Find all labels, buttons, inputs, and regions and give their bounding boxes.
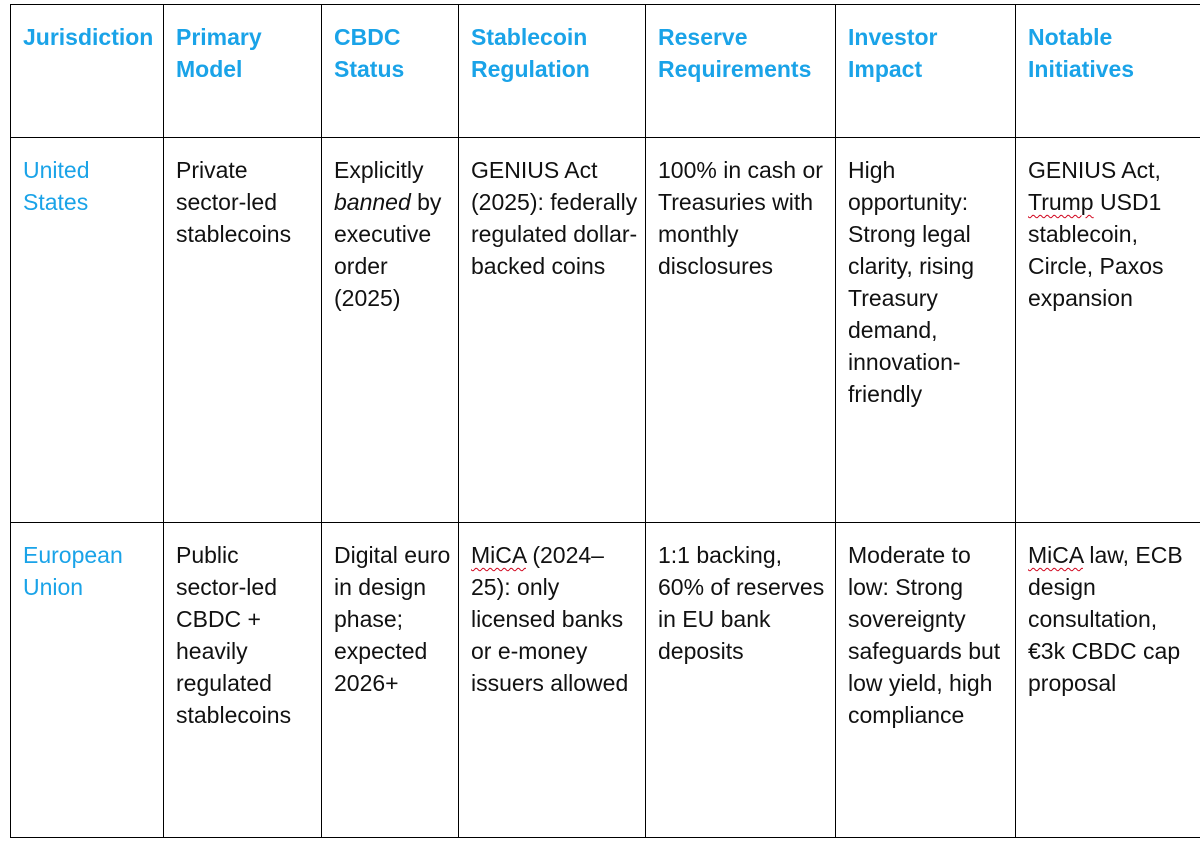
cell-jurisdiction: United States [11, 138, 164, 523]
cell-cbdc-status: Digital euro in design phase; expected 2026+ [322, 523, 459, 838]
header-cbdc-status: CBDC Status [322, 5, 459, 138]
notable-text: GENIUS Act, [1028, 157, 1161, 183]
cbdc-status-text-rest: by executive order (2025) [334, 189, 442, 311]
cell-primary-model: Public sector-led CBDC + heavily regulated stablecoins [164, 523, 322, 838]
header-investor-impact: Investor Impact [836, 5, 1016, 138]
cell-reserve-requirements: 1:1 backing, 60% of reserves in EU bank deposits [646, 523, 836, 838]
cell-primary-model: Private sector-led stablecoins [164, 138, 322, 523]
notable-text-rest: law, ECB design consultation, €3k CBDC cap proposal [1028, 542, 1183, 696]
notable-text-rest: USD1 stablecoin, Circle, Paxos expansion [1028, 189, 1164, 311]
cell-stablecoin-regulation [459, 523, 646, 838]
table-row [11, 138, 1200, 523]
stablecoin-text-rest: (2024–25): only licensed banks or e-money issuers allowed [471, 542, 629, 696]
spellcheck-flagged-word[interactable]: MiCA [471, 542, 526, 568]
cell-notable-initiatives [1016, 138, 1200, 523]
cell-jurisdiction: European Union [11, 523, 164, 838]
spellcheck-flagged-word[interactable]: MiCA [1028, 542, 1083, 568]
table-row [11, 523, 1200, 838]
header-jurisdiction: Jurisdiction [11, 5, 164, 138]
header-primary-model: Primary Model [164, 5, 322, 138]
cell-notable-initiatives [1016, 523, 1200, 838]
spellcheck-flagged-word[interactable]: Trump [1028, 189, 1094, 215]
cell-stablecoin-regulation: GENIUS Act (2025): federally regulated dollar-backed coins [459, 138, 646, 523]
header-row [11, 5, 1200, 138]
cbdc-status-text: Explicitly [334, 157, 424, 183]
cbdc-status-emphasis: banned [334, 189, 411, 215]
header-stablecoin-regulation: Stablecoin Regulation [459, 5, 646, 138]
cell-reserve-requirements: 100% in cash or Treasuries with monthly disclosures [646, 138, 836, 523]
cell-investor-impact: Moderate to low: Strong sovereignty safeguards but low yield, high compliance [836, 523, 1016, 838]
header-reserve-requirements: Reserve Requirements [646, 5, 836, 138]
cell-investor-impact: High opportunity: Strong legal clarity, rising Treasury demand, innovation-friendly [836, 138, 1016, 523]
comparison-table [10, 4, 1200, 838]
cell-cbdc-status [322, 138, 459, 523]
header-notable-initiatives: Notable Initiatives [1016, 5, 1200, 138]
